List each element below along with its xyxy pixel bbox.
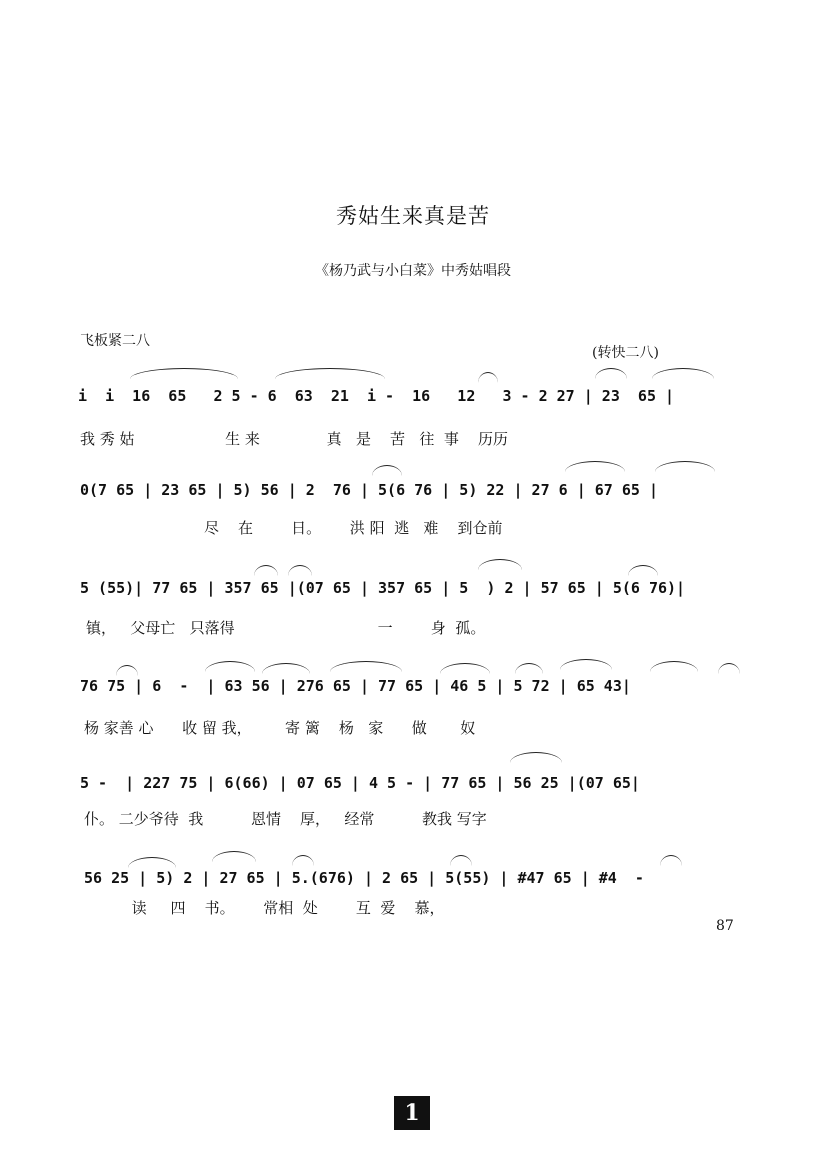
slur-mark xyxy=(560,659,612,670)
song-title: 秀姑生来真是苦 xyxy=(336,204,490,228)
slur-mark xyxy=(478,372,498,383)
slur-mark xyxy=(292,855,314,866)
page-badge: 1 xyxy=(394,1096,430,1130)
slur-mark xyxy=(288,565,312,576)
slur-mark xyxy=(655,461,715,472)
notation-line: 76 75 | 6 - | 63 56 | 276 65 | 77 65 | 46 5 | 5 72 | 65 43| xyxy=(80,677,631,695)
slur-mark xyxy=(510,752,562,763)
lyrics-line: 仆。 二少爷待 我 恩情 厚， 经常 教我 写字 xyxy=(84,810,487,828)
slur-mark xyxy=(478,559,522,570)
notation-line: i i 16 65 2 5 - 6 63 21 i - 16 12 3 - 2 27 | 23 65 | xyxy=(78,387,675,405)
page-number: 87 xyxy=(716,918,734,934)
slur-mark xyxy=(515,663,543,674)
mode-label: 飞板紧二八 xyxy=(80,333,150,349)
slur-mark xyxy=(205,661,255,672)
slur-mark xyxy=(440,663,490,674)
slur-mark xyxy=(130,368,238,379)
slur-mark xyxy=(330,661,402,672)
song-subtitle: 《杨乃武与小白菜》中秀姑唱段 xyxy=(315,263,511,279)
slur-mark xyxy=(275,368,385,379)
slur-mark xyxy=(450,855,472,866)
lyrics-line: 杨 家善 心 收 留 我， 寄 篱 杨 家 做 奴 xyxy=(84,719,476,737)
slur-mark xyxy=(718,663,740,674)
slur-mark xyxy=(254,565,278,576)
notation-line: 5 - | 227 75 | 6(66) | 07 65 | 4 5 - | 77 65 | 56 25 |(07 65| xyxy=(80,774,640,792)
notation-line: 0(7 65 | 23 65 | 5) 56 | 2 76 | 5(6 76 | 5) 22 | 27 6 | 67 65 | xyxy=(80,481,658,499)
lyrics-line: 尽 在 日。 洪 阳 逃 难 到仓前 xyxy=(80,519,503,537)
slur-mark xyxy=(372,465,402,476)
lyrics-line: 镇， 父母亡 只落得 一 身 孤。 xyxy=(86,619,486,637)
slur-mark xyxy=(128,857,176,868)
slur-mark xyxy=(628,565,658,576)
tempo-change: (转快二八) xyxy=(592,345,659,361)
slur-mark xyxy=(212,851,256,862)
notation-line: 5 (55)| 77 65 | 357 65 |(07 65 | 357 65 | 5 ) 2 | 57 65 | 5(6 76)| xyxy=(80,579,686,597)
slur-mark xyxy=(650,661,698,672)
slur-mark xyxy=(262,663,310,674)
notation-line: 56 25 | 5) 2 | 27 65 | 5.(676) | 2 65 | 5(55) | #47 65 | #4 - xyxy=(84,869,644,887)
slur-mark xyxy=(595,368,627,379)
slur-mark xyxy=(652,368,714,379)
slur-mark xyxy=(116,665,138,676)
slur-mark xyxy=(660,855,682,866)
lyrics-line: 我 秀 姑 生 来 真 是 苦 往 事 历历 xyxy=(80,430,508,448)
slur-mark xyxy=(565,461,625,472)
lyrics-line: 读 四 书。 常相 处 互 爱 慕， xyxy=(84,899,445,917)
